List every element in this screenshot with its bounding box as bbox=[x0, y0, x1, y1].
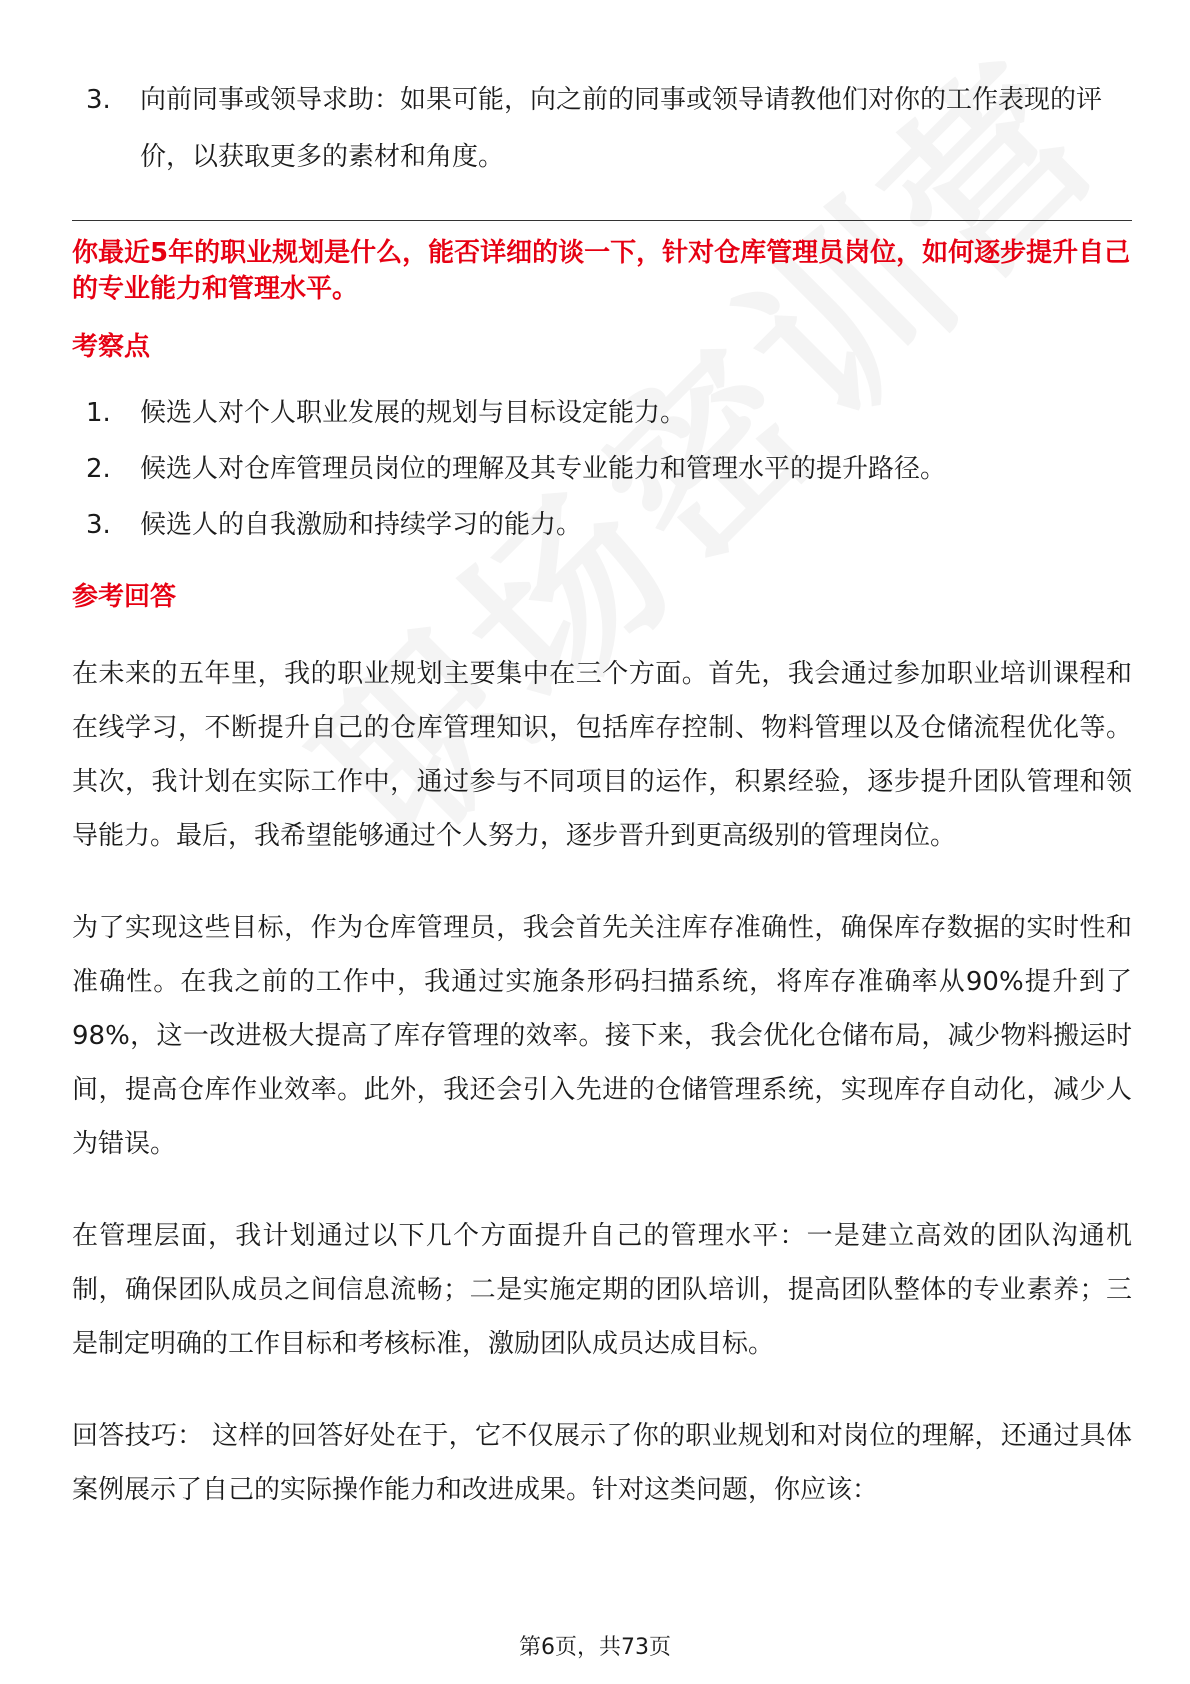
answer-paragraph: 在未来的五年里，我的职业规划主要集中在三个方面。首先，我会通过参加职业培训课程和在线学习，不断提升自己的仓库管理知识，包括库存控制、物料管理以及仓储流程优化等。其次，我计划在实际工作中，通过参与不同项目的运作，积累经验，逐步提升团队管理和领导能力。最后，我希望能够通过个人努力，逐步晋升到更高级别的管理岗位。 bbox=[72, 659, 1132, 851]
list-item-text: 向前同事或领导求助：如果可能，向之前的同事或领导请教他们对你的工作表现的评价，以获取更多的素材和角度。 bbox=[140, 85, 1103, 172]
list-item bbox=[72, 72, 1132, 186]
section-divider bbox=[72, 220, 1132, 221]
list-item-number: 3. bbox=[86, 85, 111, 115]
previous-list bbox=[72, 72, 1132, 186]
list-item-number: 2. bbox=[86, 454, 111, 484]
list-item-text: 候选人对个人职业发展的规划与目标设定能力。 bbox=[140, 398, 687, 428]
answer-heading: 参考回答 bbox=[72, 582, 177, 612]
list-item-text: 候选人的自我激励和持续学习的能力。 bbox=[140, 510, 583, 540]
answer-paragraph: 为了实现这些目标，作为仓库管理员，我会首先关注库存准确性，确保库存数据的实时性和准确性。在我之前的工作中，我通过实施条形码扫描系统，将库存准确率从90%提升到了98%，这一改进极大提高了库存管理的效率。接下来，我会优化仓储布局，减少物料搬运时间，提高仓库作业效率。此外，我还会引入先进的仓储管理系统，实现库存自动化，减少人为错误。 bbox=[72, 913, 1132, 1159]
kaochadian-list bbox=[72, 385, 1132, 553]
question-title: 你最近5年的职业规划是什么，能否详细的谈一下，针对仓库管理员岗位，如何逐步提升自己的专业能力和管理水平。 bbox=[72, 238, 1131, 304]
page-content bbox=[72, 72, 1132, 1517]
list-item bbox=[72, 385, 1132, 441]
answer-tips-paragraph: 回答技巧： 这样的回答好处在于，它不仅展示了你的职业规划和对岗位的理解，还通过具体案例展示了自己的实际操作能力和改进成果。针对这类问题，你应该： bbox=[72, 1421, 1132, 1505]
list-item bbox=[72, 497, 1132, 553]
answer-paragraph: 在管理层面，我计划通过以下几个方面提升自己的管理水平：一是建立高效的团队沟通机制，确保团队成员之间信息流畅；二是实施定期的团队培训，提高团队整体的专业素养；三是制定明确的工作目标和考核标准，激励团队成员达成目标。 bbox=[72, 1221, 1132, 1359]
kaochadian-heading: 考察点 bbox=[72, 332, 151, 362]
list-item-text: 候选人对仓库管理员岗位的理解及其专业能力和管理水平的提升路径。 bbox=[140, 454, 947, 484]
list-item bbox=[72, 441, 1132, 497]
list-item-number: 3. bbox=[86, 510, 111, 540]
page-footer: 第6页，共73页 bbox=[519, 1635, 671, 1660]
list-item-number: 1. bbox=[86, 398, 111, 428]
